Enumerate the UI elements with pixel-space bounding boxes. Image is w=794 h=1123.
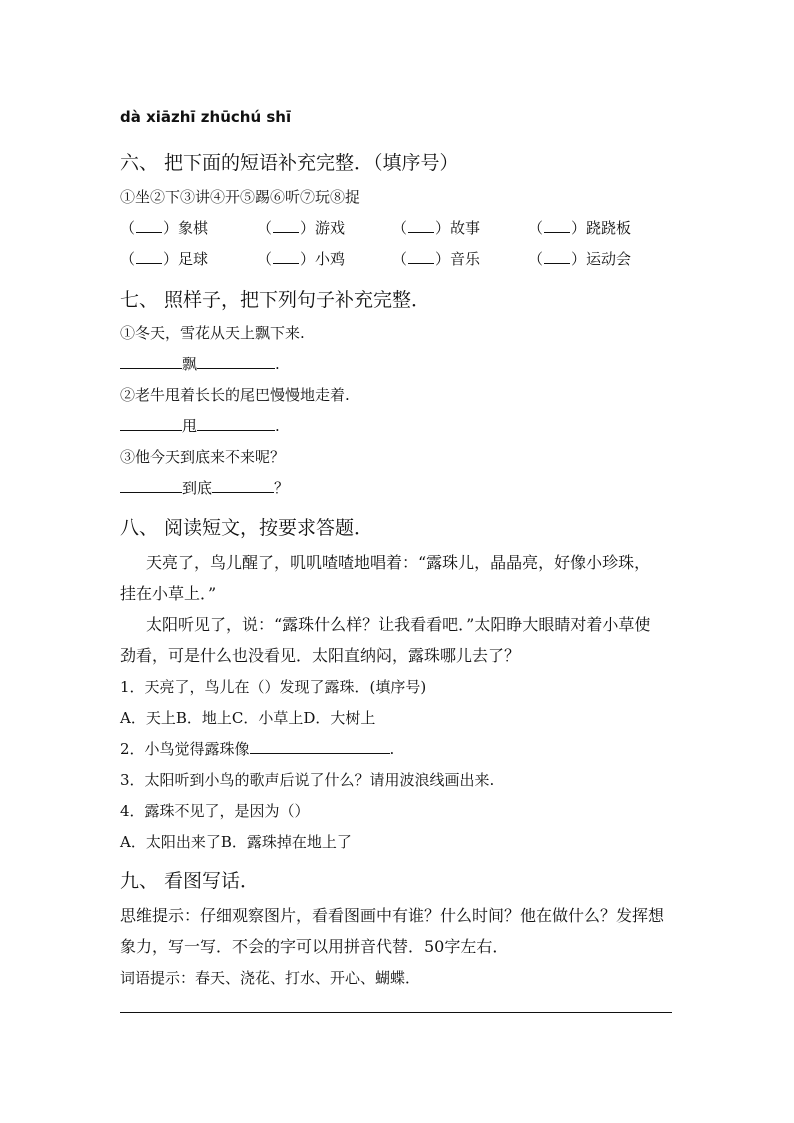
section7-q2: ②老牛甩着长长的尾巴慢慢地走着.	[120, 386, 350, 404]
passage-p1-line1: 天亮了，鸟儿醒了，叽叽喳喳地唱着：“露珠儿，晶晶亮，好像小珍珠，	[146, 553, 651, 572]
section6-title: 六、 把下面的短语补充完整．（填序号）	[120, 152, 459, 174]
section7-q3-answer: 到底 ？	[120, 477, 289, 498]
section7-q2-answer: 甩 .	[120, 415, 280, 436]
section8-q4-options: A．太阳出来了B．露珠掉在地上了	[120, 833, 352, 851]
blank-row2-item2: （ ）小鸡	[257, 250, 346, 268]
section7-q1: ①冬天，雪花从天上飘下来.	[120, 324, 305, 342]
pinyin-line: dà xiāzhī zhūchú shī	[120, 108, 292, 126]
blank-row1-item1: （ ）象棋	[120, 219, 209, 237]
blank-row1-item2: （ ）游戏	[257, 219, 346, 237]
writing-line	[120, 1012, 672, 1013]
section8-title: 八、 阅读短文，按要求答题．	[120, 517, 374, 539]
section8-q2: 2．小鸟觉得露珠像 .	[120, 740, 395, 758]
blank-row2-item1: （ ）足球	[120, 250, 209, 268]
section7-q3: ③他今天到底来不来呢？	[120, 448, 286, 466]
section9-word-hints: 词语提示：春天、浇花、打水、开心、蝴蝶．	[120, 969, 421, 987]
blank-row2-item3: （ ）音乐	[392, 250, 481, 268]
passage-p2-line1: 太阳听见了，说：“露珠什么样？让我看看吧．”太阳睁大眼睛对着小草使	[146, 615, 651, 634]
section9-hint-line2: 象力，写一写．不会的字可以用拼音代替．50字左右．	[120, 937, 509, 956]
section7-q1-answer: 飘 .	[120, 353, 280, 374]
passage-p2-line2: 劲看，可是什么也没看见．太阳直纳闷，露珠哪儿去了？	[120, 646, 521, 665]
section8-q4: 4．露珠不见了，是因为（）	[120, 802, 310, 820]
passage-p1-line2: 挂在小草上．”	[120, 584, 217, 603]
section6-options: ①坐②下③讲④开⑤踢⑥听⑦玩⑧捉	[120, 188, 361, 206]
section8-q1: 1．天亮了，鸟儿在（）发现了露珠．(填序号)	[120, 678, 427, 696]
section7-title: 七、 照样子，把下列句子补充完整．	[120, 289, 431, 311]
section8-q3: 3．太阳听到小鸟的歌声后说了什么？请用波浪线画出来.	[120, 771, 495, 789]
section9-hint-line1: 思维提示：仔细观察图片，看看图画中有谁？什么时间？他在做什么？发挥想	[120, 906, 665, 925]
blank-row2-item4: （ ）运动会	[528, 250, 632, 268]
section9-title: 九、 看图写话．	[120, 870, 260, 892]
section8-q1-options: A．天上B．地上C．小草上D．大树上	[120, 709, 376, 727]
blank-row1-item4: （ ）跷跷板	[528, 219, 632, 237]
blank-row1-item3: （ ）故事	[392, 219, 481, 237]
